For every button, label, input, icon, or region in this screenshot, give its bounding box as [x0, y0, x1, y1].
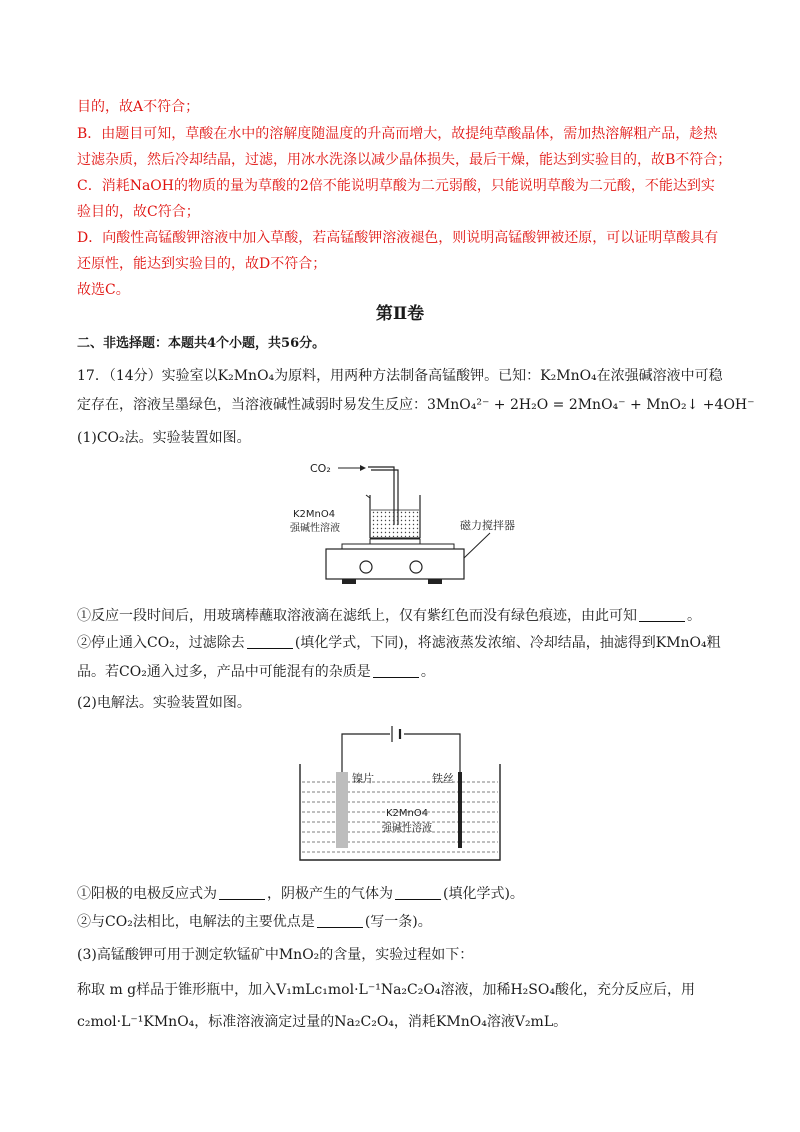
part3-text-b: 的含量，实验过程如下：: [319, 947, 474, 963]
formula-kmno4: KMnO₄: [655, 635, 707, 651]
nickel-label: 镍片: [352, 772, 374, 785]
beaker: [366, 495, 420, 538]
q2-1: [77, 884, 737, 904]
q17-line-2: [77, 395, 755, 415]
co2-apparatus-figure: [280, 455, 550, 595]
fig1-k2mno4-label: K2MnO4: [293, 509, 336, 520]
stirrer-label: 磁力搅拌器: [460, 519, 515, 532]
answer-blank: [373, 663, 419, 678]
q17-intro-b: 为原料，用两种方法制备高锰酸钾。已知：: [274, 368, 541, 384]
q2-1-text-c: (填化学式)。: [443, 886, 524, 902]
part1-text: 法。实验装置如图。: [124, 430, 251, 446]
part2-heading: (2)电解法。实验装置如图。: [77, 695, 251, 711]
formula-co2-3: CO₂: [119, 664, 147, 680]
nickel-electrode: [336, 772, 348, 848]
fig2-k2mno4-label: K2MnO4: [386, 808, 429, 819]
answer-blank: [639, 607, 685, 622]
electrolysis-figure: [290, 722, 510, 872]
q1-1-end: 。: [687, 608, 701, 624]
part3-line2-b: 溶液，加稀: [440, 982, 511, 998]
formula-co2-4: CO₂: [105, 914, 133, 930]
part3-line2-a: 称取 m g样品于锥形瓶中，加入: [77, 982, 277, 998]
q2-2-text-b: 法相比，电解法的主要优点是: [132, 914, 315, 930]
answer-blank: [395, 885, 441, 900]
stirrer-foot-right: [428, 579, 442, 584]
stir-bar: [370, 539, 420, 544]
q1-1: [77, 606, 737, 626]
analysis-line-2: B．由题目可知，草酸在水中的溶解度随温度的升高而增大，故提纯草酸晶体，需加热溶解粗产品，趁热: [77, 126, 718, 142]
answer-blank: [219, 885, 265, 900]
part3-line-3: [77, 1012, 737, 1032]
q17-intro-a: 17．（14分）实验室以: [77, 368, 218, 384]
q2-1-text-a: ①阳极的电极反应式为: [77, 886, 217, 902]
circuit-wire: [342, 734, 460, 772]
q1-1-text: ①反应一段时间后，用玻璃棒蘸取溶液滴在滤纸上，仅有紫红色而没有绿色痕迹，由此可知: [77, 608, 637, 624]
analysis-line-3: 过滤杂质，然后冷却结晶，过滤，用冰水洗涤以减少晶体损失，最后干燥，能达到实验目的，故B不符合；: [77, 152, 732, 168]
formula-mno2: MnO₂: [278, 947, 320, 963]
answer-blank: [247, 634, 293, 649]
stirrer-knob-right: [410, 561, 422, 573]
q2-2-text-c: (写一条)。: [364, 914, 432, 930]
section-heading: 二、非选择题：本题共4个小题，共56分。: [77, 336, 326, 351]
fig2-alkali-label: 强碱性溶液: [382, 823, 432, 834]
q17-part1-heading: [77, 428, 737, 448]
q1-2-text-d: 粗: [706, 635, 721, 651]
q1-3: [77, 662, 737, 682]
q2-1-text-b: ，阴极产生的气体为: [267, 886, 393, 902]
q17-intro-c: 在浓强碱溶液中可稳: [596, 368, 723, 384]
formula-co2-2: CO₂: [147, 635, 175, 651]
iron-wire-electrode: [458, 772, 462, 848]
part3-line2-c: 酸化，充分反应后，用: [554, 982, 695, 998]
fig1-alkali-label: 强碱性溶液: [290, 523, 340, 534]
analysis-line-5: 验目的，故C符合；: [77, 204, 200, 220]
analysis-line-1: 目的，故A不符合；: [77, 99, 200, 115]
q1-3-text-c: 。: [420, 664, 435, 680]
q1-2-text-b: ，过滤除去: [174, 635, 245, 651]
part3-heading: [77, 945, 737, 965]
formula-co2: CO₂: [96, 430, 125, 446]
iron-label: 铁丝: [432, 772, 454, 785]
part3-text-a: (3)高锰酸钾可用于测定软锰矿中: [77, 947, 279, 963]
analysis-line-7: 还原性，能达到实验目的，故D不符合；: [77, 256, 327, 272]
co2-arrow-head: [360, 465, 366, 471]
stirrer-body: [326, 549, 464, 579]
co2-label: CO₂: [310, 462, 331, 475]
q1-2: [77, 633, 737, 653]
part3-line3-a: 标准溶液滴定过量的: [208, 1014, 335, 1030]
analysis-line-4: C．消耗NaOH的物质的量为草酸的2倍不能说明草酸为二元弱酸，只能说明草酸为二元酸，不能达到实: [77, 178, 715, 194]
formula-kmno4-2: KMnO₄: [435, 1014, 487, 1030]
analysis-line-8: 故选C。: [77, 282, 130, 298]
q1-2-text-a: ②停止通入: [77, 635, 147, 651]
part3-line3-c: 溶液: [486, 1014, 515, 1030]
q17-intro: [77, 366, 737, 386]
formula-v1: V₁mLc₁mol·L⁻¹Na₂C₂O₄: [276, 982, 441, 998]
formula-h2so4: H₂SO₄: [510, 982, 555, 998]
part3-line-2: [77, 980, 737, 1000]
stirrer-plate: [342, 544, 454, 549]
answer-blank: [317, 913, 363, 928]
q1-3-text-b: 通入过多，产品中可能混有的杂质是: [146, 664, 371, 680]
q2-2-text-a: ②与: [77, 914, 105, 930]
stirrer-pointer: [464, 533, 490, 558]
formula-v2: V₂mL。: [514, 1014, 568, 1030]
reaction-equation: 3MnO₄²⁻ + 2H₂O = 2MnO₄⁻ + MnO₂↓ +4OH⁻: [427, 397, 755, 413]
stirrer-knob-left: [360, 561, 372, 573]
analysis-line-6: D．向酸性高锰酸钾溶液中加入草酸，若高锰酸钾溶液褪色，则说明高锰酸钾被还原，可以证明草酸具有: [77, 230, 719, 246]
formula-na2c2o4: Na₂C₂O₄: [334, 1014, 394, 1030]
q17-line2-text: 定存在，溶液呈墨绿色，当溶液碱性减弱时易发生反应：: [77, 397, 427, 413]
q1-3-text-a: 品。若: [77, 664, 119, 680]
q1-2-text-c: (填化学式，下同)，将滤液蒸发浓缩、冷却结晶，抽滤得到: [294, 635, 656, 651]
q2-2: [77, 912, 737, 932]
stirrer-foot-left: [342, 579, 356, 584]
part1-label: (1): [77, 430, 97, 446]
formula-k2mno4: K₂MnO₄: [217, 368, 275, 384]
formula-c2: c₂mol·L⁻¹KMnO₄，: [77, 1014, 209, 1030]
formula-k2mno4-2: K₂MnO₄: [540, 368, 597, 384]
section-title: 第Ⅱ卷: [375, 304, 425, 324]
part3-line3-b: ，消耗: [393, 1014, 436, 1030]
